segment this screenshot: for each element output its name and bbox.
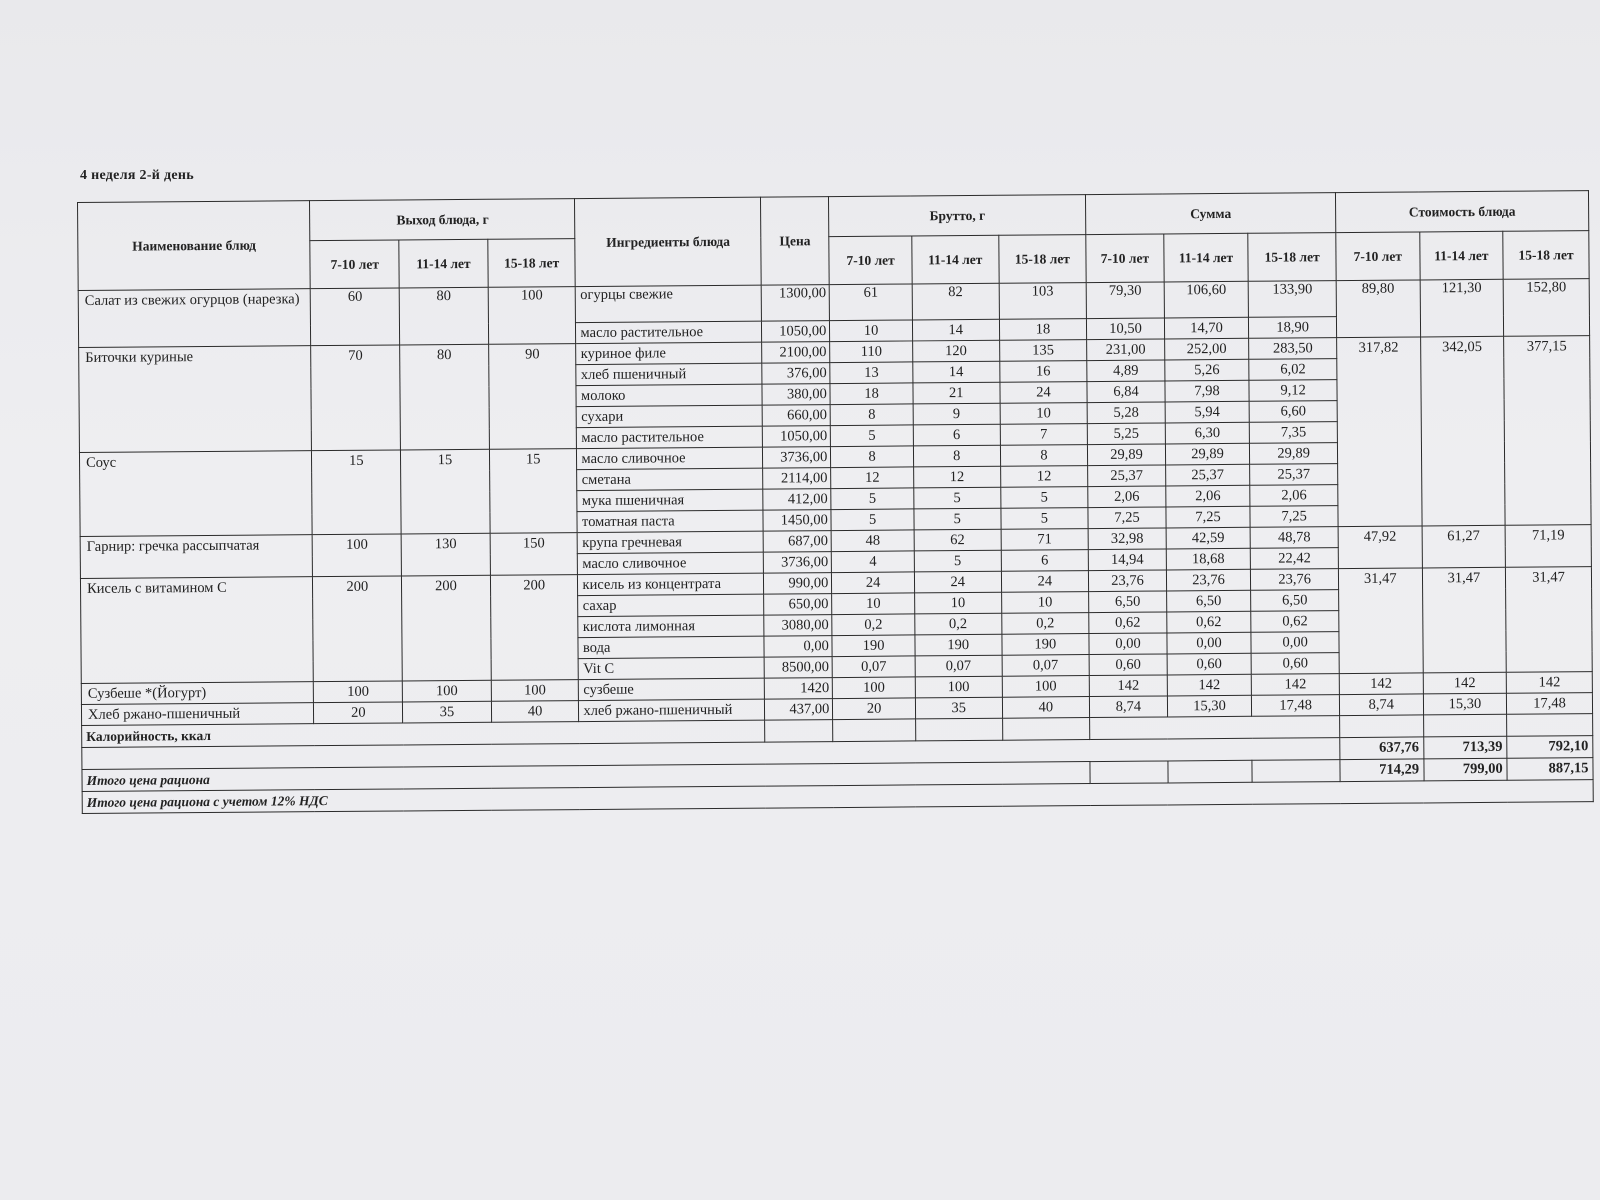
- dish-cost: 317,82: [1337, 337, 1422, 527]
- ingredient-sum: 23,76: [1089, 570, 1167, 592]
- dish-name: Биточки куриные: [79, 346, 312, 453]
- ingredient-gross: 14: [913, 361, 1000, 383]
- ingredient-name: хлеб пшеничный: [576, 363, 762, 385]
- ingredient-name: хлеб ржано-пшеничный: [579, 699, 765, 721]
- ingredient-price: 1050,00: [761, 321, 829, 343]
- header-age: 7-10 лет: [310, 240, 399, 289]
- ingredient-sum: 14,94: [1088, 549, 1166, 571]
- dish-cost: 142: [1339, 673, 1423, 695]
- ingredient-sum: 10,50: [1087, 318, 1165, 340]
- ingredient-sum: 32,98: [1088, 528, 1166, 550]
- ingredient-gross: 14: [912, 319, 999, 341]
- ingredient-price: 1420: [764, 678, 832, 700]
- ingredient-price: 660,00: [762, 405, 830, 427]
- totals-body: [82, 714, 1594, 814]
- ingredient-sum: 23,76: [1166, 569, 1251, 591]
- header-age: 11-14 лет: [1419, 231, 1503, 280]
- ingredient-name: кисель из концентрата: [578, 573, 764, 595]
- dish-yield: 70: [311, 345, 401, 451]
- ingredient-gross: 24: [832, 572, 915, 594]
- ingredient-gross: 5: [831, 425, 914, 447]
- dish-cost: 31,47: [1506, 567, 1593, 673]
- dish-cost: 152,80: [1503, 279, 1589, 337]
- ingredient-sum: 17,48: [1252, 695, 1340, 717]
- dish-cost: 89,80: [1336, 280, 1420, 338]
- header-age: 11-14 лет: [1163, 233, 1248, 282]
- ingredient-sum: 7,98: [1165, 380, 1250, 402]
- ingredient-name: масло растительное: [577, 426, 763, 448]
- ingredient-sum: 29,89: [1088, 444, 1166, 466]
- empty-cell: [1423, 714, 1507, 737]
- ingredient-gross: 48: [831, 530, 914, 552]
- calories-label: Калорийность, ккал: [82, 720, 765, 747]
- ingredient-gross: 21: [913, 382, 1000, 404]
- ingredient-gross: 0,07: [1002, 655, 1090, 677]
- ingredient-gross: 24: [1000, 382, 1088, 404]
- ingredient-gross: 6: [913, 424, 1000, 446]
- dish-yield: 100: [402, 680, 491, 702]
- ingredient-sum: 18,68: [1166, 548, 1251, 570]
- vat-total-label: Итого цена рациона с учетом 12% НДС: [82, 780, 1593, 814]
- ingredient-gross: 5: [914, 550, 1001, 572]
- ingredient-price: 1050,00: [762, 426, 830, 448]
- header-age: 11-14 лет: [399, 239, 488, 288]
- ingredient-gross: 100: [833, 677, 916, 699]
- ingredient-name: крупа гречневая: [578, 531, 764, 553]
- ingredient-sum: 18,90: [1249, 317, 1337, 339]
- ingredient-sum: 15,30: [1167, 695, 1252, 717]
- ingredient-price: 2114,00: [763, 468, 831, 490]
- ingredient-sum: 48,78: [1250, 527, 1338, 549]
- dish-yield: 60: [311, 288, 400, 346]
- ingredient-gross: 20: [833, 698, 916, 720]
- dish-yield: 80: [400, 344, 490, 450]
- dish-cost: 121,30: [1420, 279, 1504, 337]
- dish-name: Салат из свежих огурцов (нарезка): [78, 289, 311, 348]
- ingredient-price: 3080,00: [764, 615, 832, 637]
- ingredient-gross: 8: [831, 446, 914, 468]
- dish-yield: 100: [314, 681, 403, 703]
- header-age: 15-18 лет: [998, 235, 1086, 284]
- ingredient-sum: 2,06: [1165, 485, 1250, 507]
- header-age: 15-18 лет: [1248, 233, 1336, 282]
- header-ingredients: Ингредиенты блюда: [575, 197, 761, 286]
- header-yield: Выход блюда, г: [310, 199, 575, 241]
- ingredient-price: 3736,00: [762, 447, 830, 469]
- ingredient-sum: 9,12: [1249, 380, 1337, 402]
- ingredient-gross: 16: [999, 361, 1087, 383]
- ration-total-age1: 637,76: [1340, 737, 1424, 760]
- ingredient-gross: 5: [1000, 487, 1088, 509]
- ingredient-sum: 6,02: [1249, 359, 1337, 381]
- ingredient-gross: 6: [1001, 550, 1089, 572]
- header-age: 15-18 лет: [488, 239, 576, 288]
- ingredient-gross: 0,2: [832, 614, 915, 636]
- ingredient-gross: 10: [830, 320, 913, 342]
- ingredient-sum: 142: [1252, 674, 1340, 696]
- ingredient-sum: 231,00: [1087, 339, 1165, 361]
- dish-cost: 8,74: [1339, 694, 1423, 716]
- ingredient-sum: 142: [1167, 674, 1252, 696]
- ingredient-sum: 6,30: [1165, 422, 1250, 444]
- ration-total-label: Итого цена рациона: [82, 762, 1090, 792]
- ingredient-gross: 40: [1002, 697, 1090, 719]
- ingredient-sum: 6,50: [1251, 590, 1339, 612]
- header-age: 7-10 лет: [1336, 232, 1420, 281]
- ingredient-sum: 25,37: [1165, 464, 1250, 486]
- ingredient-price: 1300,00: [761, 285, 830, 322]
- ingredient-gross: 5: [914, 487, 1001, 509]
- empty-cell: [1340, 715, 1424, 738]
- ingredient-name: куриное филе: [576, 342, 762, 364]
- vat-total-age1: 714,29: [1340, 759, 1424, 782]
- ingredient-sum: 5,26: [1164, 359, 1249, 381]
- ingredient-gross: 5: [914, 508, 1001, 530]
- dish-yield: 90: [488, 344, 576, 450]
- ingredient-price: 437,00: [764, 699, 832, 721]
- dish-cost: 142: [1423, 672, 1507, 694]
- ingredient-sum: 0,62: [1166, 611, 1251, 633]
- ingredient-name: вода: [578, 636, 764, 658]
- dish-yield: 15: [312, 450, 401, 535]
- ingredient-gross: 100: [915, 676, 1002, 698]
- ingredient-gross: 103: [999, 283, 1087, 320]
- ingredient-gross: 190: [832, 635, 915, 657]
- dish-yield: 80: [399, 287, 488, 345]
- ingredient-sum: 106,60: [1164, 281, 1249, 318]
- ingredient-sum: 142: [1089, 675, 1167, 697]
- ingredient-name: мука пшеничная: [577, 489, 763, 511]
- vat-total-age3: 887,15: [1507, 758, 1593, 781]
- ingredient-gross: 82: [912, 283, 999, 320]
- ingredient-gross: 8: [913, 445, 1000, 467]
- empty-cell: [833, 719, 916, 742]
- ingredient-gross: 10: [832, 593, 915, 615]
- dish-yield: 200: [490, 575, 578, 681]
- empty-cell: [765, 720, 833, 743]
- ingredient-sum: 7,25: [1088, 507, 1166, 529]
- dish-yield: 150: [490, 533, 578, 576]
- ingredient-price: 687,00: [763, 531, 831, 553]
- ingredient-gross: 35: [915, 697, 1002, 719]
- ingredient-sum: 23,76: [1251, 569, 1339, 591]
- ingredient-gross: 0,2: [1001, 613, 1089, 635]
- ingredient-sum: 6,84: [1087, 381, 1165, 403]
- ingredient-price: 380,00: [762, 384, 830, 406]
- empty-cell: [1252, 760, 1340, 783]
- ingredient-sum: 5,94: [1165, 401, 1250, 423]
- ingredient-sum: 0,62: [1251, 611, 1339, 633]
- header-age: 7-10 лет: [829, 236, 912, 285]
- dish-yield: 35: [403, 701, 492, 723]
- dish-yield: 200: [313, 576, 403, 682]
- ingredient-gross: 61: [830, 284, 913, 321]
- dish-name: Гарнир: гречка рассыпчатая: [80, 535, 313, 579]
- dish-yield: 200: [402, 575, 492, 681]
- ingredient-gross: 110: [830, 341, 913, 363]
- header-dish-name: Наименование блюд: [78, 201, 311, 291]
- ingredient-gross: 190: [915, 634, 1002, 656]
- dish-cost: 61,27: [1422, 525, 1506, 568]
- ingredient-sum: 7,25: [1166, 506, 1251, 528]
- ingredient-gross: 120: [913, 340, 1000, 362]
- ingredient-gross: 8: [1000, 445, 1088, 467]
- ingredient-sum: 2,06: [1250, 485, 1338, 507]
- ingredient-sum: 6,60: [1249, 401, 1337, 423]
- ingredient-gross: 9: [913, 403, 1000, 425]
- dish-name: Кисель с витамином С: [80, 577, 313, 684]
- ingredient-name: сухари: [577, 405, 763, 427]
- ingredient-gross: 18: [999, 319, 1087, 341]
- dish-cost: 342,05: [1420, 336, 1505, 526]
- ingredient-sum: 0,60: [1167, 653, 1252, 675]
- ingredient-sum: 29,89: [1165, 443, 1250, 465]
- ingredient-name: сахар: [578, 594, 764, 616]
- empty-cell: [1168, 760, 1253, 783]
- ingredient-sum: 0,60: [1251, 653, 1339, 675]
- ingredient-sum: 0,62: [1089, 612, 1167, 634]
- dish-cost: 31,47: [1422, 567, 1506, 673]
- ingredient-gross: 12: [831, 467, 914, 489]
- header-age: 11-14 лет: [912, 235, 999, 284]
- dish-yield: 40: [491, 701, 579, 723]
- page-title: 4 неделя 2-й день: [80, 168, 194, 183]
- ingredient-sum: 7,35: [1250, 422, 1338, 444]
- ingredient-name: Vit C: [579, 657, 765, 679]
- ingredient-gross: 62: [914, 529, 1001, 551]
- ingredient-sum: 283,50: [1249, 338, 1337, 360]
- dish-yield: 100: [488, 287, 576, 345]
- dish-yield: 15: [401, 449, 490, 534]
- ingredient-sum: 29,89: [1250, 443, 1338, 465]
- empty-cell: [1090, 761, 1168, 784]
- ingredient-gross: 13: [830, 362, 913, 384]
- ingredient-price: 650,00: [764, 594, 832, 616]
- empty-cell: [1002, 718, 1090, 741]
- ingredient-sum: 22,42: [1251, 548, 1339, 570]
- ingredient-name: огурцы свежие: [576, 285, 762, 322]
- ingredient-price: 0,00: [764, 636, 832, 658]
- ingredient-sum: 14,70: [1164, 317, 1249, 339]
- empty-cell: [1090, 716, 1340, 740]
- ingredient-sum: 133,90: [1248, 281, 1336, 318]
- ingredient-gross: 100: [1002, 676, 1090, 698]
- ingredient-name: томатная паста: [577, 510, 763, 532]
- ingredient-price: 990,00: [763, 573, 831, 595]
- ingredient-sum: 6,50: [1166, 590, 1251, 612]
- ingredient-price: 3736,00: [763, 552, 831, 574]
- ingredient-price: 376,00: [762, 363, 830, 385]
- ingredient-name: масло сливочное: [577, 447, 763, 469]
- dish-cost: 377,15: [1504, 336, 1591, 526]
- ingredient-sum: 25,37: [1250, 464, 1338, 486]
- dish-cost: 142: [1506, 672, 1592, 694]
- ingredient-gross: 24: [1001, 571, 1089, 593]
- ingredient-gross: 190: [1001, 634, 1089, 656]
- header-age: 7-10 лет: [1086, 234, 1164, 283]
- menu-table-body: [78, 279, 1592, 726]
- ingredient-gross: 0,07: [832, 656, 915, 678]
- ingredient-sum: 4,89: [1087, 360, 1165, 382]
- ingredient-name: масло растительное: [576, 321, 762, 343]
- ingredient-gross: 24: [914, 571, 1001, 593]
- ingredient-sum: 0,00: [1167, 632, 1252, 654]
- ingredient-gross: 71: [1001, 529, 1089, 551]
- ingredient-sum: 25,37: [1088, 465, 1166, 487]
- ingredient-gross: 8: [830, 404, 913, 426]
- ration-total-age3: 792,10: [1507, 736, 1593, 759]
- ingredient-sum: 0,00: [1251, 632, 1339, 654]
- dish-cost: 17,48: [1507, 693, 1593, 715]
- header-dish-cost: Стоимость блюда: [1335, 191, 1588, 233]
- dish-yield: 15: [489, 449, 577, 534]
- ingredient-sum: 79,30: [1086, 282, 1164, 319]
- ingredient-name: сузбеше: [579, 678, 765, 700]
- ingredient-gross: 5: [831, 509, 914, 531]
- dish-name: Соус: [79, 451, 312, 537]
- ingredient-price: 2100,00: [762, 342, 830, 364]
- ingredient-sum: 7,25: [1250, 506, 1338, 528]
- ingredient-price: 8500,00: [764, 657, 832, 679]
- dish-yield: 100: [491, 680, 579, 702]
- ingredient-sum: 252,00: [1164, 338, 1249, 360]
- dish-yield: 100: [313, 534, 402, 577]
- dish-cost: 15,30: [1423, 693, 1507, 715]
- ingredient-gross: 5: [831, 488, 914, 510]
- header-age: 15-18 лет: [1503, 231, 1589, 280]
- dish-cost: 31,47: [1338, 568, 1422, 674]
- ingredient-gross: 0,2: [915, 613, 1002, 635]
- empty-cell: [915, 718, 1002, 741]
- dish-yield: 130: [401, 533, 490, 576]
- ingredient-sum: 42,59: [1166, 527, 1251, 549]
- ingredient-sum: 8,74: [1090, 696, 1168, 718]
- ingredient-price: 1450,00: [763, 510, 831, 532]
- ingredient-sum: 2,06: [1088, 486, 1166, 508]
- ingredient-name: масло сливочное: [578, 552, 764, 574]
- ingredient-gross: 5: [1000, 508, 1088, 530]
- dish-yield: 20: [314, 702, 403, 724]
- ingredient-name: молоко: [576, 384, 762, 406]
- dish-cost: 71,19: [1505, 525, 1591, 568]
- ingredient-sum: 0,60: [1089, 654, 1167, 676]
- ingredient-price: 412,00: [763, 489, 831, 511]
- ingredient-gross: 10: [915, 592, 1002, 614]
- menu-cost-table: [77, 190, 1594, 814]
- ingredient-gross: 135: [999, 340, 1087, 362]
- ingredient-sum: 5,28: [1087, 402, 1165, 424]
- ingredient-name: сметана: [577, 468, 763, 490]
- ingredient-gross: 12: [914, 466, 1001, 488]
- ingredient-sum: 6,50: [1089, 591, 1167, 613]
- ingredient-gross: 12: [1000, 466, 1088, 488]
- menu-table-wrap: [77, 190, 1594, 814]
- dish-cost: 47,92: [1338, 526, 1422, 569]
- ingredient-gross: 7: [1000, 424, 1088, 446]
- dish-name: Сузбеше *(Йогурт): [81, 682, 314, 705]
- ingredient-sum: 5,25: [1088, 423, 1166, 445]
- ingredient-gross: 0,07: [915, 655, 1002, 677]
- ingredient-name: кислота лимонная: [578, 615, 764, 637]
- ingredient-gross: 10: [1001, 592, 1089, 614]
- ration-total-age2: 713,39: [1423, 736, 1507, 759]
- ingredient-sum: 0,00: [1089, 633, 1167, 655]
- header-sum: Сумма: [1086, 193, 1336, 235]
- ingredient-gross: 4: [832, 551, 915, 573]
- empty-cell: [1507, 714, 1593, 737]
- ingredient-gross: 18: [830, 383, 913, 405]
- dish-name: Хлеб ржано-пшеничный: [81, 703, 314, 726]
- vat-total-age2: 799,00: [1424, 758, 1508, 781]
- ingredient-gross: 10: [1000, 403, 1088, 425]
- header-price: Цена: [761, 197, 830, 286]
- header-gross: Брутто, г: [829, 195, 1086, 237]
